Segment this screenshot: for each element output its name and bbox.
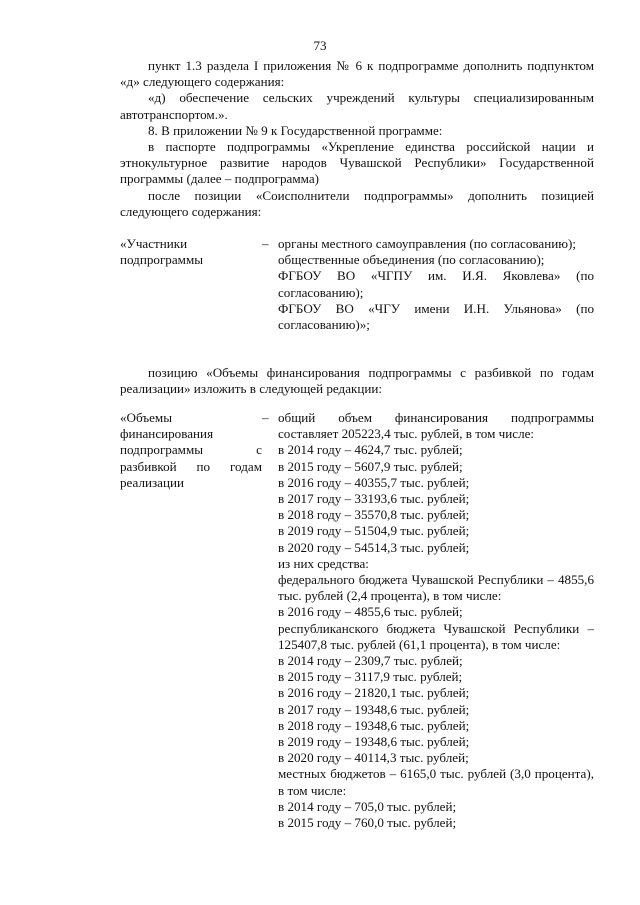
funding-block [120,410,594,831]
intro-paragraph: после позиции «Соисполнители подпрограммы» дополнить позицией следующего содержания: [120,187,594,219]
list-item: в 2015 году – 760,0 тыс. рублей; [278,815,457,831]
list-item: в 2019 году – 51504,9 тыс. рублей; [278,523,470,539]
intro-paragraph: пункт 1.3 раздела I приложения № 6 к подпрограмме дополнить подпунктом «д» следующего содержания: [120,58,594,90]
page-number: 73 [313,38,327,53]
list-item: в 2014 году – 2309,7 тыс. рублей; [278,653,463,669]
list-item: в 2019 году – 19348,6 тыс. рублей; [278,734,470,750]
list-item: общий объем финансирования подпрограммы составляет 205223,4 тыс. рублей, в том числе: [278,410,594,442]
list-item: в 2016 году – 21820,1 тыс. рублей; [278,685,470,701]
list-item: в 2020 году – 54514,3 тыс. рублей; [278,539,470,555]
middle-paragraph: позицию «Объемы финансирования подпрограммы с разбивкой по годам реализации» изложить в следующей редакции: [120,365,594,397]
participants-dash: – [262,236,269,251]
list-item: в 2017 году – 19348,6 тыс. рублей; [278,701,470,717]
middle-text [120,365,594,397]
participants-label: «Участники подпрограммы [120,236,204,268]
intro-paragraph: 8. В приложении № 9 к Государственной программе: [148,122,443,138]
list-item: ФГБОУ ВО «ЧГПУ им. И.Я. Яковлева» (по согласованию); [278,268,594,300]
list-item: ФГБОУ ВО «ЧГУ имени И.Н. Ульянова» (по согласованию)»; [278,300,594,333]
participants-block [120,236,594,333]
list-item: федерального бюджета Чувашской Республики – 4855,6 тыс. рублей (2,4 процента), в том числе: [278,572,594,604]
participants-list [278,236,594,333]
list-item: в 2016 году – 40355,7 тыс. рублей; [278,474,470,490]
list-item: в 2018 году – 35570,8 тыс. рублей; [278,507,470,523]
list-item: в 2014 году – 4624,7 тыс. рублей; [278,442,463,458]
list-item: в 2016 году – 4855,6 тыс. рублей; [278,604,463,620]
list-item: в 2015 году – 3117,9 тыс. рублей; [278,669,463,685]
funding-dash: – [262,410,269,425]
list-item: из них средства: [278,555,369,571]
list-item: в 2020 году – 40114,3 тыс. рублей; [278,750,469,766]
list-item: в 2015 году – 5607,9 тыс. рублей; [278,458,463,474]
list-item: республиканского бюджета Чувашской Республики – 125407,8 тыс. рублей (61,1 процента), в том числе: [278,620,594,652]
funding-label: «Объемы финансирования подпрограммы с разбивкой по годам реализации [120,410,262,490]
list-item: в 2014 году – 705,0 тыс. рублей; [278,798,457,814]
intro-paragraph: «д) обеспечение сельских учреждений культуры специализированным автотранспортом.». [120,90,594,122]
list-item: в 2017 году – 33193,6 тыс. рублей; [278,491,470,507]
list-item: общественные объединения (по согласованию); [278,252,545,268]
intro-text [120,58,594,220]
list-item: местных бюджетов – 6165,0 тыс. рублей (3,0 процента), в том числе: [278,766,594,798]
funding-list [278,410,594,831]
list-item: органы местного самоуправления (по согласованию); [278,236,576,251]
list-item: в 2018 году – 19348,6 тыс. рублей; [278,717,470,733]
intro-paragraph: в паспорте подпрограммы «Укрепление единства российской нации и этнокультурное развитие народов Чувашской Республики» Государственной программы (далее – подпрограмма) [120,139,594,187]
